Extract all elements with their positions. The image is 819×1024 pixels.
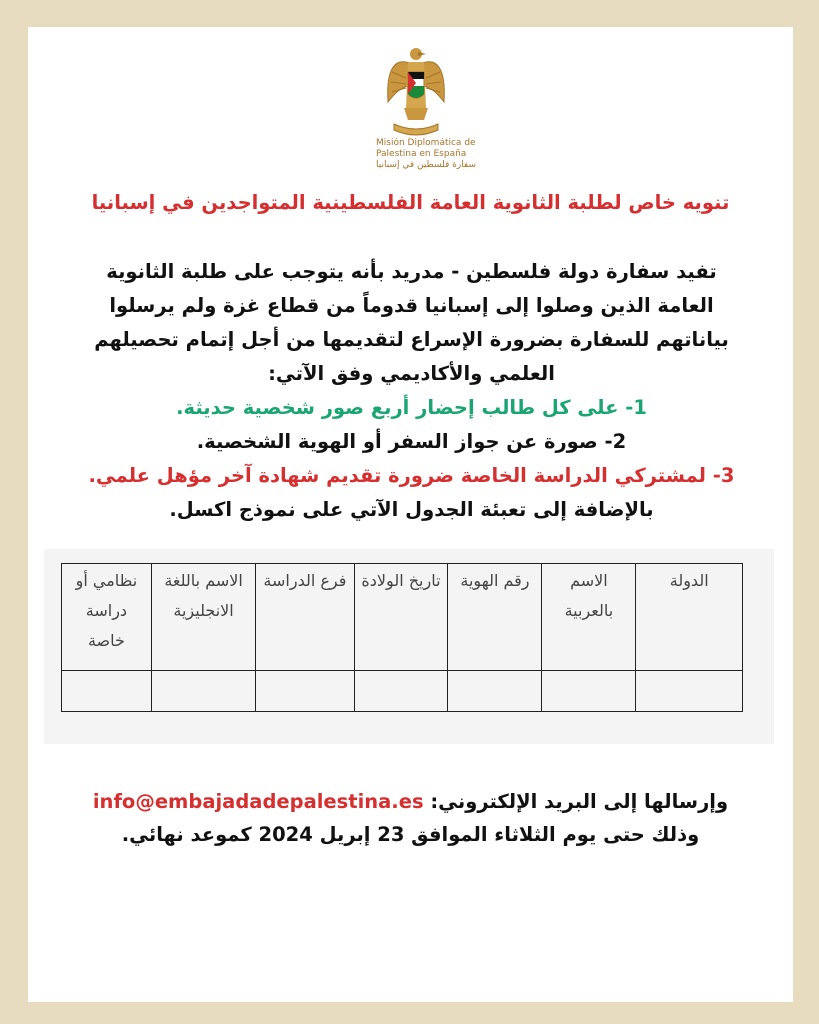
- send-line: [68, 785, 753, 818]
- notice-body: [68, 255, 755, 527]
- header-country: الدولة: [636, 564, 743, 671]
- table-cell[interactable]: [151, 671, 256, 712]
- intro-line-2: العامة الذين وصلوا إلى إسبانيا قدوماً من قطاع غزة ولم يرسلوا: [109, 294, 714, 317]
- header-id-number: رقم الهوية: [448, 564, 542, 671]
- table-cell[interactable]: [448, 671, 542, 712]
- requirement-item-2: 2- صورة عن جواز السفر أو الهوية الشخصية.: [196, 430, 627, 453]
- excel-form-area: [44, 549, 774, 744]
- addition-line: بالإضافة إلى تعبئة الجدول الآتي على نموذج اكسل.: [169, 498, 654, 521]
- header-study-type: نظامي أو دراسة خاصة: [62, 564, 152, 671]
- table-header-row: [62, 564, 743, 671]
- embassy-logo: [376, 42, 477, 171]
- logo-text-line-2: Palestina en España: [376, 149, 467, 159]
- email-link[interactable]: info@embajadadepalestina.es: [92, 790, 424, 813]
- header-study-branch: فرع الدراسة: [256, 564, 354, 671]
- contact-section: [68, 785, 753, 851]
- logo-text-line-1: Misión Diplomática de: [376, 138, 476, 148]
- header-birth-date: تاريخ الولادة: [354, 564, 448, 671]
- table-row: [62, 671, 743, 712]
- notice-page: [28, 27, 793, 1002]
- send-label: وإرسالها إلى البريد الإلكتروني:: [430, 790, 729, 813]
- notice-title: تنويه خاص لطلبة الثانوية العامة الفلسطينية المتواجدين في إسبانيا: [91, 191, 730, 214]
- intro-line-3: بياناتهم للسفارة بضرورة الإسراع لتقديمها من أجل إتمام تحصيلهم: [94, 328, 729, 351]
- table-cell[interactable]: [256, 671, 354, 712]
- deadline-line: وذلك حتى يوم الثلاثاء الموافق 23 إبريل 2024 كموعد نهائي.: [121, 823, 700, 846]
- header-name-english: الاسم باللغة الانجليزية: [151, 564, 256, 671]
- requirement-item-3: 3- لمشتركي الدراسة الخاصة ضرورة تقديم شهادة آخر مؤهل علمي.: [88, 464, 735, 487]
- intro-line-1: تفيد سفارة دولة فلسطين - مدريد بأنه يتوجب على طلبة الثانوية: [106, 260, 717, 283]
- student-data-table: [61, 563, 743, 712]
- requirement-item-1: 1- على كل طالب إحضار أربع صور شخصية حديثة.: [176, 396, 647, 419]
- logo-text-line-3: سفارة فلسطين في إسبانيا: [376, 160, 477, 170]
- table-cell[interactable]: [542, 671, 636, 712]
- eagle-emblem-icon: [384, 42, 448, 138]
- table-cell[interactable]: [636, 671, 743, 712]
- table-cell[interactable]: [354, 671, 448, 712]
- table-cell[interactable]: [62, 671, 152, 712]
- header-name-arabic: الاسم بالعربية: [542, 564, 636, 671]
- intro-line-4: العلمي والأكاديمي وفق الآتي:: [268, 362, 555, 385]
